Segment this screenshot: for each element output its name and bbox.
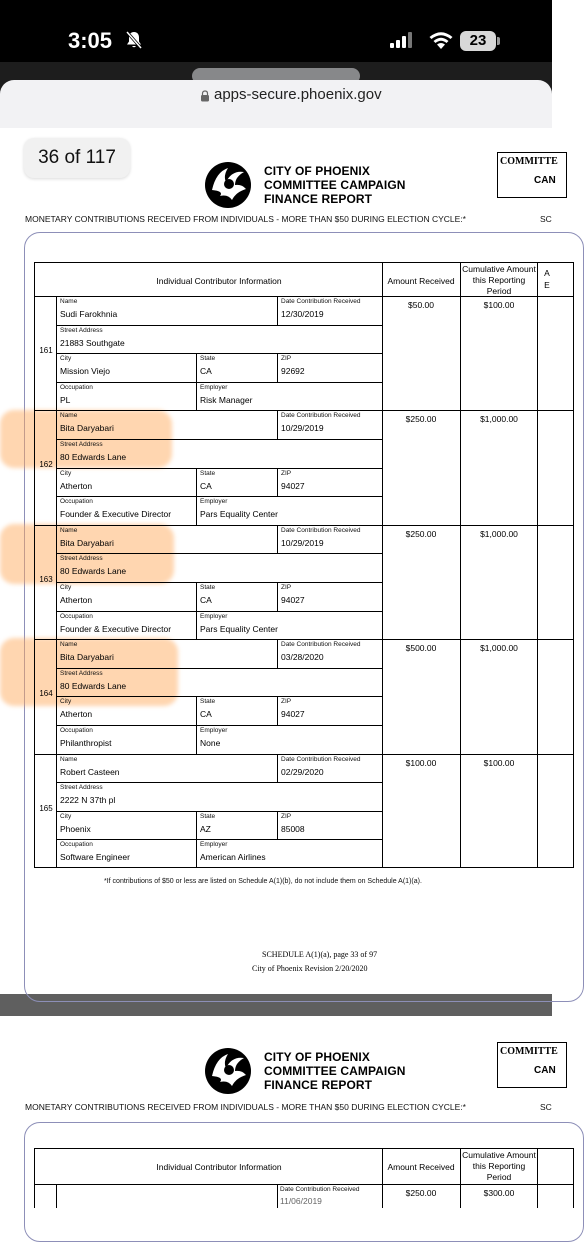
field-label-occupation: Occupation: [60, 841, 93, 849]
partial-date-value: 11/06/2019: [280, 1196, 322, 1206]
report-title-line: COMMITTEE CAMPAIGN: [264, 178, 406, 192]
address-bar-url[interactable]: apps-secure.phoenix.gov: [214, 86, 382, 103]
cumulative-value: $300.00: [483, 1188, 515, 1198]
contributor-name: Sudi Farokhnia: [60, 309, 118, 319]
field-label-date: Date Contribution Received: [281, 412, 361, 420]
phoenix-bird-logo-icon: [202, 160, 254, 210]
field-label-occupation: Occupation: [60, 383, 93, 391]
field-label-employer: Employer: [200, 498, 228, 506]
occupation-value: Philanthropist: [60, 738, 112, 748]
field-label-state: State: [200, 469, 216, 477]
state-value: CA: [200, 366, 212, 377]
header-contributor-info: Individual Contributor Information: [156, 276, 282, 286]
cumulative-value: $1,000.00: [480, 643, 518, 654]
field-label-zip: ZIP: [281, 355, 292, 363]
field-label-city: City: [60, 812, 72, 820]
city-value: Atherton: [60, 595, 93, 605]
field-label-street: Street Address: [60, 784, 103, 792]
entry-number: 162: [39, 460, 53, 470]
field-label-state: State: [200, 584, 216, 591]
report-title-line: COMMITTEE CAMPAIGN: [264, 1064, 406, 1078]
committee-box-sublabel: CAN: [534, 175, 556, 186]
city-value: Phoenix: [60, 823, 91, 834]
header-cumulative: Cumulative Amount this Reporting Period: [462, 1150, 536, 1182]
street-address: 21883 Southgate: [60, 337, 125, 348]
field-label-date: Date Contribution Received: [281, 298, 361, 305]
field-label-employer: Employer: [200, 727, 228, 734]
report-title-line: FINANCE REPORT: [264, 192, 373, 206]
cumulative-value: $1,000.00: [480, 414, 518, 425]
city-value: Atherton: [60, 480, 93, 491]
amount-received-value: $250.00: [405, 528, 437, 539]
field-label-date: Date Contribution Received: [281, 526, 361, 534]
entry-number: 164: [39, 689, 53, 699]
cumulative-value: $100.00: [483, 757, 515, 768]
contribution-date: 10/29/2019: [281, 423, 324, 434]
section-heading-clip: SC: [540, 214, 552, 224]
street-address: 80 Edwards Lane: [60, 452, 127, 462]
committee-box-label: COMMITTE: [500, 1046, 558, 1057]
committee-box: [497, 1042, 567, 1088]
document-page-next: [0, 1016, 558, 1206]
zip-value: 94027: [281, 709, 305, 720]
header-clipped: A: [544, 268, 550, 278]
field-label-zip: ZIP: [281, 469, 292, 477]
status-bar: [0, 0, 552, 62]
header-contributor-info: Individual Contributor Information: [156, 1162, 282, 1172]
employer-value: None: [200, 738, 221, 748]
contributor-name: Bita Daryabari: [60, 423, 114, 434]
field-label-name: Name: [60, 755, 78, 763]
amount-received-value: $250.00: [405, 414, 437, 425]
field-label-city: City: [60, 355, 72, 363]
field-label-street: Street Address: [60, 669, 103, 677]
field-label-employer: Employer: [200, 841, 228, 849]
occupation-value: Software Engineer: [60, 852, 130, 863]
field-label-street: Street Address: [60, 555, 103, 563]
phoenix-bird-logo-icon: [202, 1046, 254, 1096]
city-value: Mission Viejo: [60, 366, 110, 377]
committee-box: [497, 152, 567, 198]
occupation-value: Founder & Executive Director: [60, 509, 172, 520]
field-label-name: Name: [60, 526, 78, 534]
street-address: 80 Edwards Lane: [60, 566, 127, 577]
city-value: Atherton: [60, 709, 93, 720]
employer-value: American Airlines: [200, 852, 266, 863]
amount-received-value: $50.00: [408, 300, 434, 310]
employer-value: Pars Equality Center: [200, 623, 278, 634]
entry-number: 163: [39, 574, 53, 584]
occupation-value: PL: [60, 394, 71, 405]
field-label-date: Date Contribution Received: [281, 755, 361, 763]
field-label-occupation: Occupation: [60, 612, 93, 620]
section-heading: MONETARY CONTRIBUTIONS RECEIVED FROM INDIVIDUALS - MORE THAN $50 DURING ELECTION CYCLE:*: [25, 1102, 466, 1112]
zip-value: 85008: [281, 823, 305, 834]
field-label-employer: Employer: [200, 612, 228, 620]
entry-number: 161: [39, 346, 53, 355]
field-label-state: State: [200, 698, 216, 706]
cumulative-value: $1,000.00: [480, 528, 518, 539]
contribution-date: 03/28/2020: [281, 652, 324, 663]
committee-box-label: COMMITTE: [500, 156, 558, 167]
contributor-name: Bita Daryabari: [60, 652, 114, 663]
entry-number: 165: [39, 803, 53, 813]
field-label-city: City: [60, 584, 72, 591]
state-value: AZ: [200, 823, 211, 834]
zip-value: 94027: [281, 595, 305, 605]
field-label-name: Name: [60, 641, 78, 649]
field-label-state: State: [200, 355, 216, 363]
document-page: [0, 128, 558, 994]
field-label-occupation: Occupation: [60, 498, 93, 506]
contributor-name: Robert Casteen: [60, 766, 120, 777]
bell-slash-icon: [124, 30, 144, 50]
header-cumulative: Cumulative Amount this Reporting Period: [462, 264, 536, 296]
schedule-page-label: SCHEDULE A(1)(a), page 33 of 97: [262, 950, 378, 959]
wifi-icon: [428, 30, 454, 50]
report-title-line: CITY OF PHOENIX: [264, 1050, 370, 1064]
battery-tip: [497, 37, 500, 45]
battery-indicator: 23: [460, 31, 496, 51]
lock-icon: [200, 90, 210, 102]
street-address: 2222 N 37th pl: [60, 795, 116, 806]
field-label-occupation: Occupation: [60, 727, 93, 734]
status-time: 3:05: [68, 28, 113, 53]
field-label-name: Name: [60, 298, 78, 305]
report-title-line: CITY OF PHOENIX: [264, 164, 370, 178]
employer-value: Risk Manager: [200, 394, 253, 405]
zip-value: 92692: [281, 366, 305, 377]
field-label-name: Name: [60, 412, 78, 420]
state-value: CA: [200, 709, 212, 720]
contributor-name: Bita Daryabari: [60, 537, 114, 548]
contribution-date: 02/29/2020: [281, 766, 324, 777]
amount-received-value: $250.00: [405, 1188, 437, 1198]
amount-received-value: $100.00: [405, 757, 437, 768]
field-label-city: City: [60, 469, 72, 477]
field-label-date: Date Contribution Received: [280, 1186, 360, 1193]
revision-label: City of Phoenix Revision 2/20/2020: [252, 964, 368, 973]
section-heading: MONETARY CONTRIBUTIONS RECEIVED FROM INDIVIDUALS - MORE THAN $50 DURING ELECTION CYCLE:*: [25, 214, 466, 224]
report-title-line: FINANCE REPORT: [264, 1078, 373, 1092]
field-label-street: Street Address: [60, 441, 103, 448]
state-value: CA: [200, 595, 212, 605]
contribution-date: 12/30/2019: [281, 309, 324, 319]
field-label-employer: Employer: [200, 383, 228, 391]
contribution-date: 10/29/2019: [281, 537, 324, 548]
header-clipped: E: [544, 280, 550, 290]
field-label-state: State: [200, 812, 216, 820]
street-address: 80 Edwards Lane: [60, 680, 127, 691]
employer-value: Pars Equality Center: [200, 509, 278, 520]
field-label-street: Street Address: [60, 326, 103, 334]
page-counter: 36 of 117: [24, 138, 130, 178]
document-viewer[interactable]: [0, 128, 558, 1206]
cellular-signal-icon: [390, 32, 414, 48]
field-label-zip: ZIP: [281, 698, 292, 706]
header-amount-received: Amount Received: [387, 1162, 455, 1172]
section-heading-clip: SC: [540, 1102, 552, 1112]
amount-received-value: $500.00: [405, 643, 437, 654]
occupation-value: Founder & Executive Director: [60, 623, 172, 634]
field-label-zip: ZIP: [281, 584, 292, 591]
field-label-date: Date Contribution Received: [281, 641, 361, 649]
header-amount-received: Amount Received: [387, 276, 455, 286]
cumulative-value: $100.00: [483, 300, 515, 310]
footnote: *If contributions of $50 or less are listed on Schedule A(1)(b), do not include them on Schedule A(1)(a).: [104, 878, 422, 885]
field-label-zip: ZIP: [281, 812, 292, 820]
field-label-city: City: [60, 698, 72, 706]
state-value: CA: [200, 480, 212, 491]
zip-value: 94027: [281, 480, 305, 491]
committee-box-sublabel: CAN: [534, 1065, 556, 1076]
